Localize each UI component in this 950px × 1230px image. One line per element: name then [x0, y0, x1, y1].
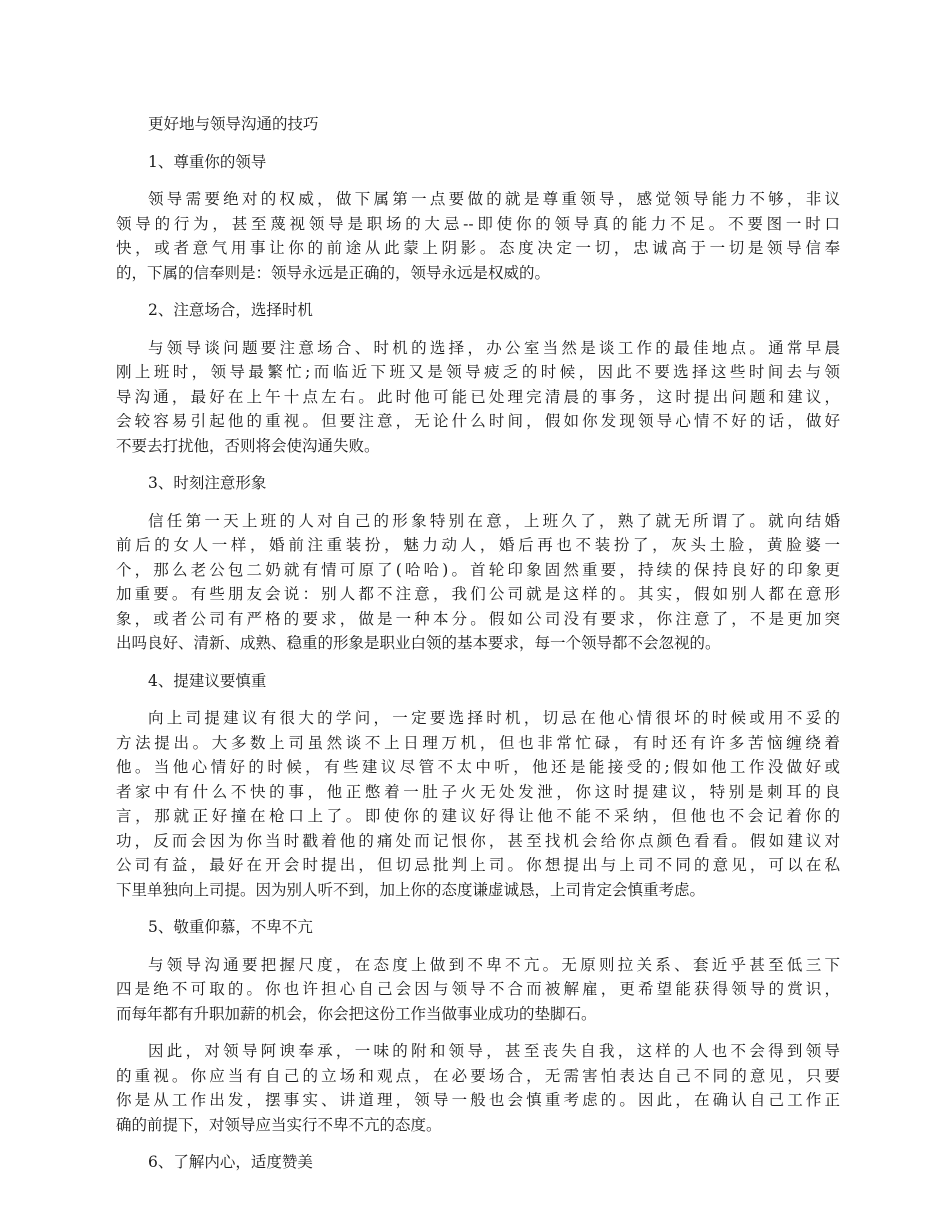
- section-heading: 2、注意场合，选择时机: [148, 301, 313, 319]
- spacer: [116, 902, 840, 915]
- section-heading: 5、敬重仰慕，不卑不亢: [148, 918, 313, 936]
- spacer: [116, 1137, 840, 1150]
- section-heading: 3、时刻注意形象: [148, 474, 267, 492]
- paragraph-line: 出吗良好、清新、成熟、稳重的形象是职业白领的基本要求，每一个领导都不会忽视的。: [116, 634, 721, 652]
- paragraph: [116, 953, 840, 1027]
- spacer: [116, 458, 840, 471]
- spacer: [116, 174, 840, 187]
- paragraph-line: 领导需要绝对的权威，做下属第一点要做的就是尊重领导，感觉领导能力不够，非议: [148, 190, 840, 208]
- paragraph-line: 不要去打扰他，否则将会使沟通失败。: [116, 436, 380, 455]
- paragraph-line: 你是从工作出发，摆事实、讲道理，领导一般也会慎重考虑的。因此，在确认自己工作正: [116, 1091, 840, 1109]
- paragraph-line: 与领导沟通要把握尺度，在态度上做到不卑不亢。无原则拉关系、套近乎甚至低三下: [148, 955, 840, 974]
- paragraph-line: 刚上班时，领导最繁忙;而临近下班又是领导疲乏的时候，因此不要选择这些时间去与领: [116, 363, 840, 381]
- paragraph: [116, 509, 840, 656]
- spacer: [116, 137, 840, 150]
- paragraph: [116, 1039, 840, 1137]
- paragraph-line: 信任第一天上班的人对自己的形象特别在意，上班久了，熟了就无所谓了。就向结婚: [148, 511, 840, 530]
- section-heading: 4、提建议要慎重: [148, 671, 267, 690]
- paragraph-line: 公司有益，最好在开会时提出，但切忌批判上司。你想提出与上司不同的意见，可以在私: [116, 856, 840, 874]
- paragraph: [116, 187, 840, 285]
- spacer: [116, 656, 840, 669]
- spacer: [116, 496, 840, 509]
- paragraph-line: 会较容易引起他的重视。但要注意，无论什么时间，假如你发现领导心情不好的话，做好: [116, 412, 840, 430]
- paragraph-line: 加重要。有些朋友会说：别人都不注意，我们公司就是这样的。其实，假如别人都在意形: [116, 585, 840, 603]
- paragraph: [116, 706, 840, 902]
- paragraph-line: 因此，对领导阿谀奉承，一味的附和领导，甚至丧失自我，这样的人也不会得到领导: [148, 1042, 840, 1060]
- paragraph-line: 下里单独向上司提。因为别人听不到，加上你的态度谦虚诚恳，上司肯定会慎重考虑。: [116, 880, 706, 899]
- section-heading: 6、了解内心，适度赞美: [148, 1153, 313, 1171]
- document-title: 更好地与领导沟通的技巧: [148, 115, 319, 133]
- paragraph-line: 前后的女人一样，婚前注重装扮，魅力动人，婚后再也不装扮了，灰头土脸，黄脸婆一: [116, 536, 840, 554]
- paragraph-line: 功，反而会因为你当时戳着他的痛处而记恨你，甚至找机会给你点颜色看看。假如建议对: [116, 831, 840, 850]
- section-heading: 1、尊重你的领导: [148, 152, 267, 171]
- paragraph-line: 言，那就正好撞在枪口上了。即使你的建议好得让他不能不采纳，但他也不会记着你的: [116, 807, 840, 825]
- document-body: [116, 150, 840, 1188]
- paragraph-line: 确的前提下，对领导应当实行不卑不亢的态度。: [116, 1115, 442, 1134]
- spacer: [116, 285, 840, 298]
- paragraph-line: 领导的行为，甚至蔑视领导是职场的大忌--即使你的领导真的能力不足。不要图一时口: [116, 214, 840, 233]
- paragraph: [116, 336, 840, 459]
- paragraph-line: 者家中有什么不快的事，他正憋着一肚子火无处发泄，你这时提建议，特别是刺耳的良: [116, 782, 840, 801]
- paragraph-line: 与领导谈问题要注意场合、时机的选择，办公室当然是谈工作的最佳地点。通常早晨: [148, 338, 840, 357]
- paragraph-line: 个，那么老公包二奶就有情可原了(哈哈)。首轮印象固然重要，持续的保持良好的印象更: [116, 560, 840, 579]
- spacer: [116, 1026, 840, 1039]
- paragraph-line: 象，或者公司有严格的要求，做是一种本分。假如公司没有要求，你注意了，不是更加突: [116, 609, 840, 628]
- paragraph-line: 四是绝不可取的。你也许担心自己会因与领导不合而被解雇，更希望能获得领导的赏识，: [116, 980, 840, 998]
- paragraph-line: 向上司提建议有很大的学问，一定要选择时机，切忌在他心情很坏的时候或用不妥的: [148, 709, 840, 727]
- paragraph-line: 快，或者意气用事让你的前途从此蒙上阴影。态度决定一切，忠诚高于一切是领导信奉: [116, 239, 840, 257]
- spacer: [116, 693, 840, 706]
- spacer: [116, 1175, 840, 1188]
- paragraph-line: 导沟通，最好在上午十点左右。此时他可能已处理完清晨的事务，这时提出问题和建议，: [116, 387, 840, 406]
- spacer: [116, 940, 840, 953]
- spacer: [116, 323, 840, 336]
- paragraph-line: 的重视。你应当有自己的立场和观点，在必要场合，无需害怕表达自己不同的意见，只要: [116, 1066, 840, 1085]
- document-page: [116, 112, 840, 1188]
- paragraph-line: 他。当他心情好的时候，有些建议尽管不太中听，他还是能接受的;假如他工作没做好或: [116, 758, 840, 776]
- paragraph-line: 方法提出。大多数上司虽然谈不上日理万机，但也非常忙碌，有时还有许多苦恼缠绕着: [116, 733, 840, 752]
- paragraph-line: 而每年都有升职加薪的机会，你会把这份工作当做事业成功的垫脚石。: [116, 1004, 597, 1023]
- paragraph-line: 的，下属的信奉则是：领导永远是正确的，领导永远是权威的。: [116, 263, 551, 282]
